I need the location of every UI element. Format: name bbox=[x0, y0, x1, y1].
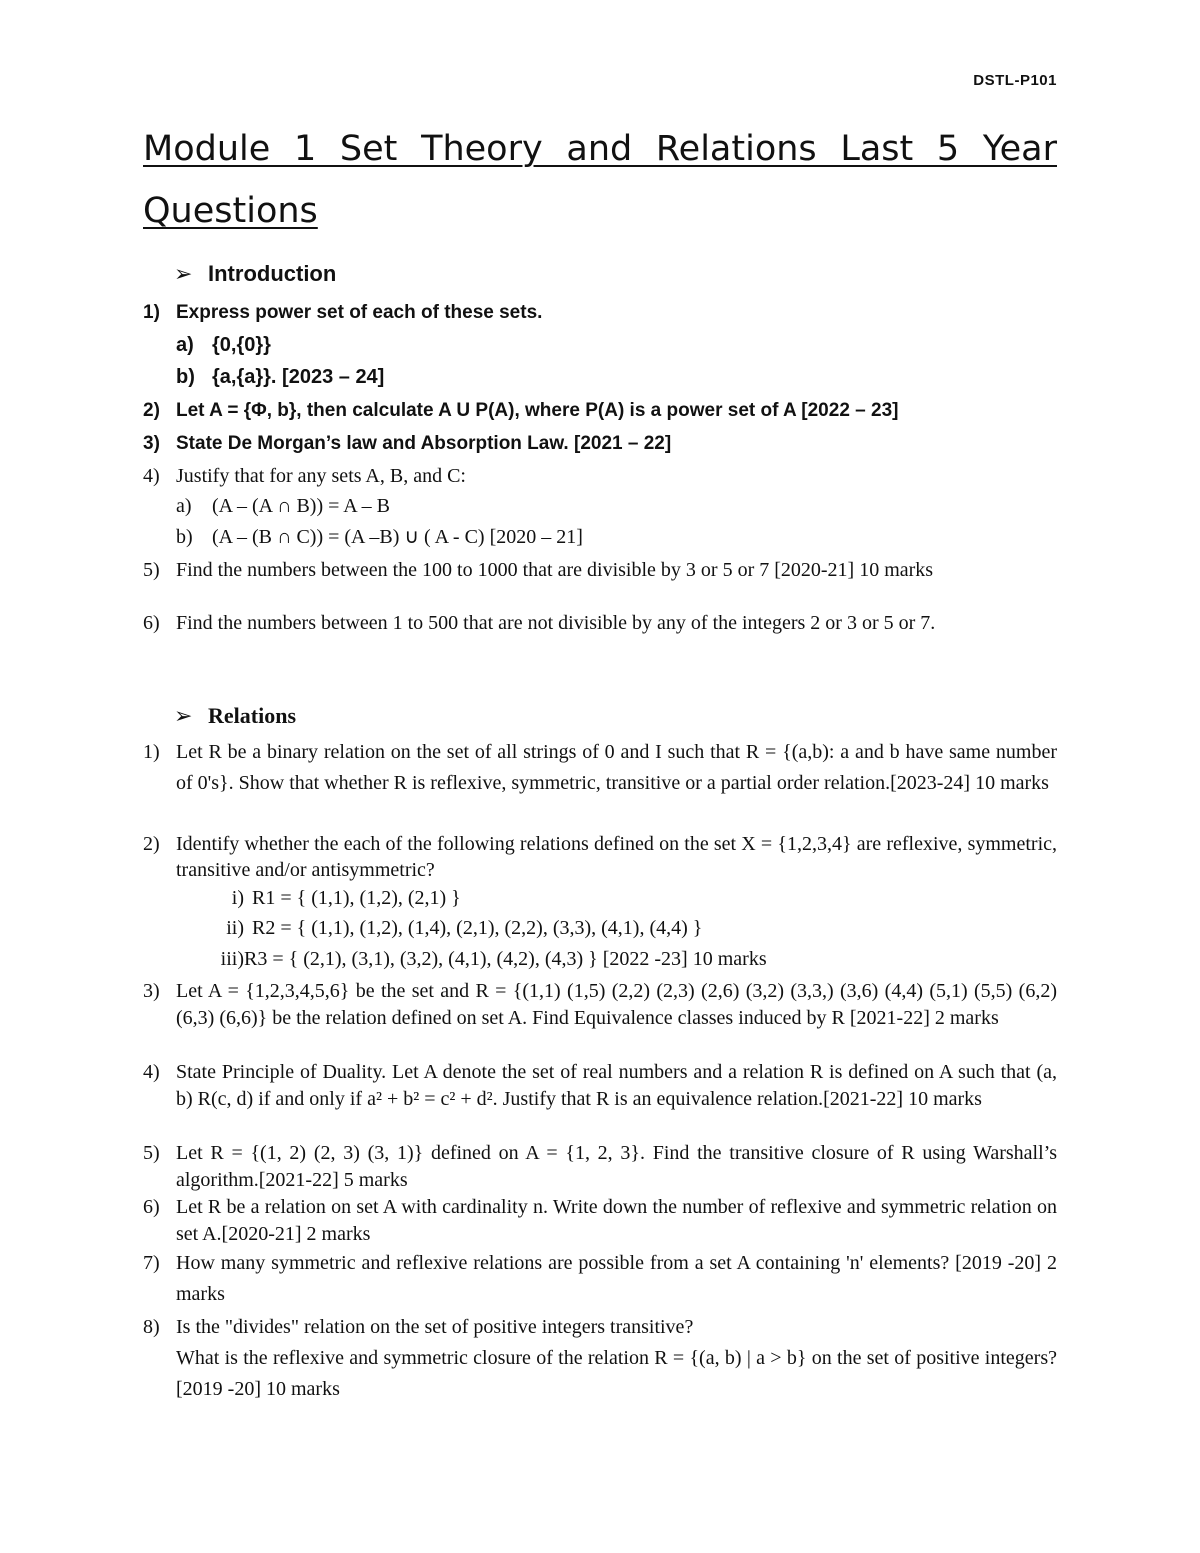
section-heading-introduction bbox=[174, 261, 336, 287]
intro-question-1: 1) Express power set of each of these sets. bbox=[143, 302, 543, 323]
relations-question-2: 2) Identify whether the each of the following relations defined on the set X = {1,2,3,4} are reflexive, symmetric, transitive and/or antisymmetric? bbox=[143, 833, 1057, 881]
relations-question-3: 3) Let A = {1,2,3,4,5,6} be the set and R = {(1,1) (1,5) (2,2) (2,3) (2,6) (3,2) (3,3,) (3,6) (4,4) (5,1) (5,5) (6,2) (6,3) (6,6)} be the relation defined on set A. Find Equivalence classes induced by R [2021-22] 2 marks bbox=[143, 980, 1057, 1029]
header-code: DSTL-P101 bbox=[973, 72, 1057, 89]
intro-question-4: 4) Justify that for any sets A, B, and C: bbox=[143, 465, 466, 487]
intro-question-2: 2) Let A = {Φ, b}, then calculate A U P(A), where P(A) is a power set of A [2022 – 23] bbox=[143, 400, 899, 421]
section-heading-relations bbox=[174, 703, 296, 729]
section-title: Relations bbox=[208, 703, 296, 728]
intro-q1-option-b: b) {a,{a}}. [2023 – 24] bbox=[176, 366, 385, 388]
relations-q2-item-ii: ii) R2 = { (1,1), (1,2), (1,4), (2,1), (2,2), (3,3), (4,1), (4,4) } bbox=[226, 917, 703, 939]
relations-q2-item-i: i) R1 = { (1,1), (1,2), (2,1) } bbox=[231, 887, 461, 909]
relations-question-6: 6) Let R be a relation on set A with cardinality n. Write down the number of reflexive and symmetric relation on set A.[2020-21] 2 marks bbox=[143, 1196, 1057, 1245]
intro-q1-option-a: a) {0,{0}} bbox=[176, 334, 271, 356]
page-title: Module 1 Set Theory and Relations Last 5 Year Questions bbox=[143, 129, 1057, 231]
relations-question-7: 7) How many symmetric and reflexive relations are possible from a set A containing 'n' elements? [2019 -20] 2 marks bbox=[143, 1252, 1057, 1305]
intro-q4-option-b: b) (A – (B ∩ C)) = (A –B) ∪ ( A - C) [2020 – 21] bbox=[176, 526, 583, 548]
intro-question-3: 3) State De Morgan’s law and Absorption Law. [2021 – 22] bbox=[143, 433, 672, 454]
intro-question-5: 5) Find the numbers between the 100 to 1000 that are divisible by 3 or 5 or 7 [2020-21] 10 marks bbox=[143, 559, 934, 581]
relations-question-5: 5) Let R = {(1, 2) (2, 3) (3, 1)} defined on A = {1, 2, 3}. Find the transitive closure of R using Warshall’s algorithm.[2021-22] 5 marks bbox=[143, 1142, 1057, 1191]
intro-question-6: 6) Find the numbers between 1 to 500 that are not divisible by any of the integers 2 or 3 or 5 or 7. bbox=[143, 612, 936, 634]
relations-question-8: 8) Is the "divides" relation on the set of positive integers transitive? What is the reflexive and symmetric closure of the relation R = {(a, b) | a > b} on the set of positive integers? [2019 -20] 10 marks bbox=[143, 1316, 1057, 1400]
section-title: Introduction bbox=[208, 261, 337, 286]
relations-q2-item-iii: iii)R3 = { (2,1), (3,1), (3,2), (4,1), (4,2), (4,3) } [2022 -23] 10 marks bbox=[220, 948, 767, 970]
arrow-bullet-icon: ➢ bbox=[174, 704, 193, 729]
arrow-bullet-icon: ➢ bbox=[174, 262, 193, 287]
relations-question-1: 1) Let R be a binary relation on the set of all strings of 0 and I such that R = {(a,b): a and b have same number of 0's}. Show that whether R is reflexive, symmetric, transitive or a partial order relation.[2023-24] 10 marks bbox=[143, 741, 1057, 794]
intro-q4-option-a: a) (A – (A ∩ B)) = A – B bbox=[176, 495, 390, 517]
relations-question-4: 4) State Principle of Duality. Let A denote the set of real numbers and a relation R is defined on A such that (a, b) R(c, d) if and only if a² + b² = c² + d². Justify that R is an equivalence relation.[2021-22] 10 marks bbox=[143, 1061, 1057, 1110]
